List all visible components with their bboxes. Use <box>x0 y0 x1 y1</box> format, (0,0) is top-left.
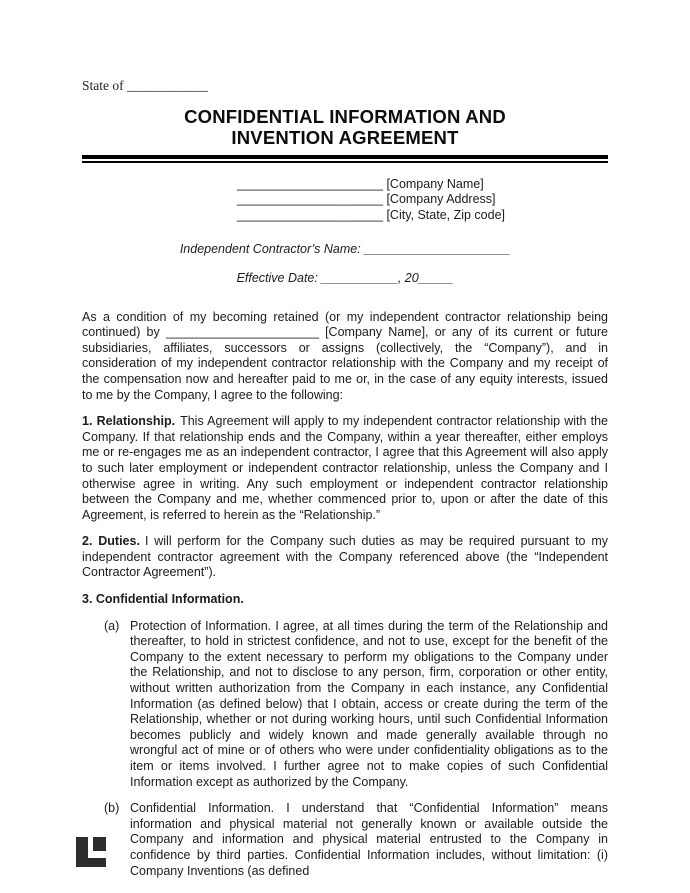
effective-date-year-blank: _____ <box>418 270 454 285</box>
item-b-text: Confidential Information. I understand that “Confidential Information” means information and physical material not generally known or available outside the Company and information and physical material entrusted to the Company in confidence by third parties. Confidential Information includes, without limitation: (i) Company Inventions (as defined <box>130 801 608 878</box>
section-2-duties <box>82 534 608 581</box>
company-name-field <box>237 177 505 193</box>
company-fields <box>82 177 608 224</box>
section-2-body: I will perform for the Company such duties as may be required pursuant to my independent contractor agreement with the Company referenced above (the “Independent Contractor Agreement”). <box>82 534 608 580</box>
intro-text-before-blank: As a condition of my becoming retained (or my independent contractor relationship being continued) by <box>82 309 608 340</box>
contractor-name-label: Independent Contractor’s Name: <box>179 242 365 257</box>
legal-templates-logo-icon <box>76 837 106 867</box>
city-state-zip-label: [City, State, Zip code] <box>382 207 506 222</box>
section-3-heading: 3. Confidential Information. <box>82 592 244 607</box>
title-line-1: CONFIDENTIAL INFORMATION AND <box>184 105 506 127</box>
effective-date-blank: ___________ <box>321 270 398 285</box>
item-a-marker: (a) <box>104 618 120 633</box>
effective-date-line <box>82 271 608 287</box>
effective-date-label: Effective Date: <box>236 270 322 285</box>
city-state-zip-field <box>237 208 505 224</box>
intro-paragraph <box>82 310 608 404</box>
item-b-marker: (b) <box>104 801 120 816</box>
intro-company-blank: ______________________ <box>165 325 319 340</box>
title-divider <box>82 155 608 163</box>
section-1-relationship <box>82 414 608 523</box>
logo-bottom-bar <box>76 858 106 867</box>
state-of-label: State of <box>82 78 127 93</box>
effective-date-separator: , 20 <box>397 270 419 285</box>
state-of-line <box>82 78 608 94</box>
contractor-name-blank: _____________________ <box>364 242 511 257</box>
company-name-blank: _____________________ <box>236 176 383 191</box>
item-a-text: Protection of Information. I agree, at all times during the term of the Relationship and thereafter, to hold in strictest confidence, and not to use, except for the benefit of the Company to the extent necessary to perform my obligations to the Company under the Relationship, and not to disclose to any person, firm, corporation or other entity, without written authorization from the Company in each instance, any Confidential Information (as defined below) that I obtain, access or create during the term of the Relationship, whether or not during working hours, until such Confidential Information becomes publicly and widely known and made generally available through no wrongful act of mine or of others who were under confidentiality obligations as to the item or items involved. I further agree not to make copies of such Confidential Information except as authorized by the Company. <box>130 618 608 789</box>
company-address-field <box>237 192 505 208</box>
document-title <box>82 106 608 149</box>
section-2-heading: 2. Duties. <box>82 534 140 549</box>
section-3-item-b <box>104 801 608 879</box>
company-name-label: [Company Name] <box>382 176 484 191</box>
intro-text-after-blank: [Company Name], or any of its current or future subsidiaries, affiliates, successors or assigns (collectively, the “Company”), and in consideration of my independent contractor relationship with the Company and my receipt of the compensation now and hereafter paid to me or, in the case of any equity interests, issued to me by the Company, I agree to the following: <box>82 325 608 402</box>
logo-small-square <box>93 837 106 851</box>
city-state-zip-blank: _____________________ <box>236 207 383 222</box>
section-1-heading: 1. Relationship. <box>82 414 176 429</box>
contractor-name-line <box>82 242 608 258</box>
company-address-label: [Company Address] <box>382 192 496 207</box>
company-address-blank: _____________________ <box>236 192 383 207</box>
section-1-body: This Agreement will apply to my independent contractor relationship with the Company. If that relationship ends and the Company, within a year thereafter, either employs me or re-engages me as an independent contractor, I agree that this Agreement will also apply to such later employment or independent contractor relationship, unless the Company and I otherwise agree in writing. Any such employment or independent contractor relationship between the Company and me, whether commenced prior to, upon or after the date of this Agreement, is referred to herein as the “Relationship.” <box>82 414 608 522</box>
state-of-blank: ____________ <box>127 78 208 93</box>
section-3-item-a <box>104 619 608 791</box>
title-line-2: INVENTION AGREEMENT <box>231 127 459 149</box>
